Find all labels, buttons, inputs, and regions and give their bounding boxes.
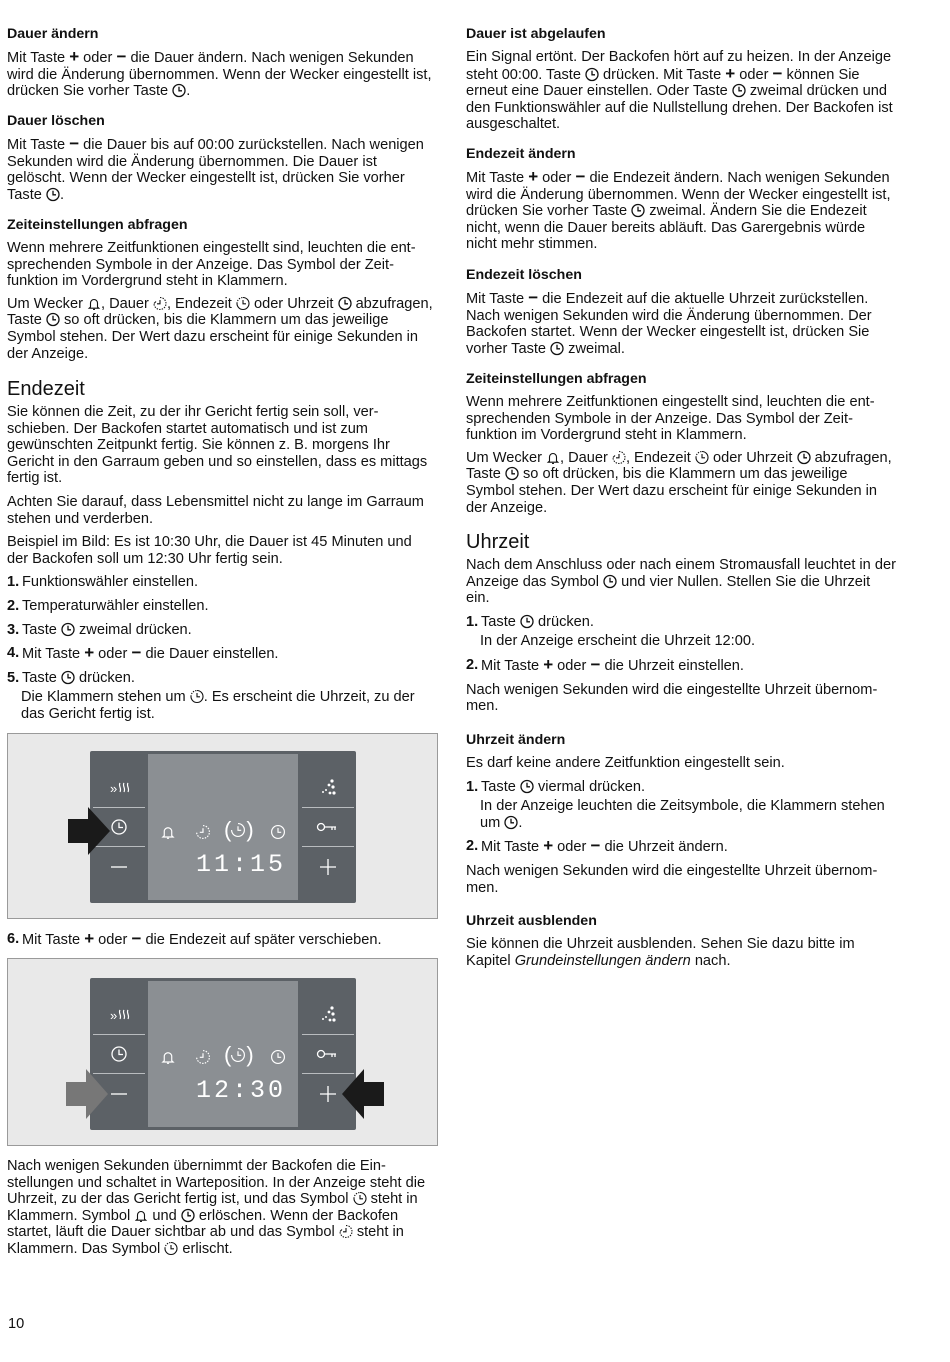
oven-control-panel	[90, 978, 356, 1130]
oven-display	[148, 754, 298, 900]
clock-icon	[505, 466, 519, 481]
end-time-icon	[236, 296, 250, 311]
plus-icon: +	[69, 47, 80, 66]
minus-icon: −	[528, 288, 539, 307]
plus-icon: +	[543, 654, 554, 674]
step-2: 2. Mit Taste + oder − die Uhrzeit ändern.	[466, 836, 728, 856]
paragraph: Sie können die Uhrzeit ausblenden. Sehen Sie dazu bitte im Kapitel Grundeinstellungen ändern nach.	[466, 936, 855, 969]
end-time-icon-bracketed: ( )	[224, 1042, 253, 1067]
clock-icon	[61, 622, 75, 637]
minus-icon: −	[590, 654, 601, 674]
clock-icon	[181, 1208, 195, 1223]
section-zeiteinstellungen-right	[466, 371, 896, 516]
end-time-icon	[695, 450, 709, 465]
time-display: 12:30	[196, 1076, 287, 1105]
clock-icon	[732, 83, 746, 98]
heading-uhrzeit: Uhrzeit	[466, 531, 530, 553]
clock-icon	[603, 574, 617, 589]
key-lock-button[interactable]	[302, 808, 354, 847]
oven-panel-figure-2	[7, 958, 438, 1146]
arrow-right-icon	[66, 1069, 108, 1124]
bell-icon	[160, 824, 176, 840]
bell-icon	[87, 296, 101, 311]
clock-icon	[504, 815, 518, 830]
clock-icon	[270, 1049, 286, 1065]
step-1: 1. Taste drücken.	[466, 613, 594, 630]
page-number: 10	[8, 1316, 25, 1332]
step-2: 2. Temperaturwähler einstellen.	[7, 597, 209, 614]
step-1-result: In der Anzeige erscheint die Uhrzeit 12:00.	[480, 633, 756, 650]
heading-uhrzeit-aendern: Uhrzeit ändern	[466, 732, 566, 748]
oven-panel-figure-1	[7, 733, 438, 919]
step-1: 1. Taste viermal drücken.	[466, 778, 646, 795]
heading-dauer-abgelaufen: Dauer ist abgelaufen	[466, 26, 606, 42]
bell-icon	[134, 1208, 148, 1223]
section-uhrzeit-aendern	[466, 732, 896, 896]
rapid-heat-button[interactable]	[93, 996, 145, 1035]
heading-zeiteinstellungen: Zeiteinstellungen abfragen	[466, 371, 647, 387]
minus-icon: −	[116, 47, 127, 66]
clock-icon	[797, 450, 811, 465]
bell-icon	[546, 450, 560, 465]
plus-icon: +	[84, 643, 95, 663]
minus-icon: −	[131, 643, 142, 663]
clock-icon	[46, 312, 60, 327]
minus-icon: −	[69, 134, 80, 153]
heading-dauer-aendern: Dauer ändern	[7, 26, 99, 42]
paragraph: Nach wenigen Sekunden wird die eingestellte Uhrzeit übernommen.	[466, 862, 878, 896]
bell-icon	[160, 1049, 176, 1065]
step-1: 1. Funktionswähler einstellen.	[7, 574, 199, 591]
step-5: 5. Taste drücken.	[7, 669, 135, 686]
plus-icon: +	[528, 167, 539, 186]
paragraph: Wenn mehrere Zeitfunktionen eingestellt sind, leuchten die entsprechenden Symbole in der Anzeige. Das Symbol der Zeitfunktion im Vordergrund steht in Klammern.	[7, 240, 416, 290]
section-dauer-aendern	[7, 26, 435, 100]
step-1-result: In der Anzeige leuchten die Zeitsymbole, die Klammern stehen um .	[480, 798, 885, 831]
chapter-reference: Grundeinstellungen ändern	[514, 952, 691, 969]
duration-icon	[195, 824, 211, 840]
plus-button[interactable]	[302, 847, 354, 885]
time-display: 11:15	[196, 850, 287, 879]
clock-icon	[338, 296, 352, 311]
duration-icon	[339, 1224, 353, 1239]
step-6: 6. Mit Taste + oder − die Endezeit auf später verschieben.	[7, 929, 382, 948]
paragraph: Um Wecker , Dauer , Endezeit oder Uhrzeit abzufragen, Taste so oft drücken, bis die Klammern um das jeweilige Symbol stehen. Der Wert dazu erscheint für einige Sekunden in der Anzeige.	[466, 449, 892, 516]
paragraph: Wenn mehrere Zeitfunktionen eingestellt sind, leuchten die entsprechenden Symbole in der Anzeige. Das Symbol der Zeitfunktion im Vordergrund steht in Klammern.	[466, 394, 875, 444]
step-4: 4. Mit Taste + oder − die Dauer einstellen.	[7, 643, 279, 663]
paragraph: Nach dem Anschluss oder nach einem Stromausfall leuchtet in der Anzeige das Symbol und vier Nullen. Stellen Sie die Uhrzeit ein.	[466, 557, 896, 607]
heading-zeiteinstellungen: Zeiteinstellungen abfragen	[7, 217, 188, 233]
paragraph: Nach wenigen Sekunden übernimmt der Backofen die Einstellungen und schaltet in Warteposition. In der Anzeige steht die Uhrzeit, zu der das Gericht fertig ist, und das Symbol steht in Klammern. Symbol und erlöschen. Wenn der Backofen startet, läuft die Dauer sichtbar ab und das Symbol steht in Klammern. Das Symbol erlischt.	[7, 1158, 426, 1257]
plus-icon: +	[725, 63, 736, 83]
svg-text:»: »	[110, 781, 118, 796]
arrow-right-icon	[68, 807, 110, 860]
heading-endezeit: Endezeit	[7, 378, 85, 400]
section-zeiteinstellungen-left	[7, 217, 435, 362]
paragraph: Es darf keine andere Zeitfunktion eingestellt sein.	[466, 755, 785, 771]
duration-icon	[153, 296, 167, 311]
section-uhrzeit-ausblenden	[466, 913, 896, 969]
clock-icon	[520, 779, 534, 794]
paragraph: Mit Taste + oder − die Endezeit ändern. Nach wenigen Sekunden wird die Änderung übernommen. Wenn der Wecker eingestellt ist, drücken Sie vorher Taste zweimal. Ändern Sie die Endezeit nicht, wenn die Dauer bereits abläuft. Das Garergebnis würde nicht mehr stimmen.	[466, 167, 891, 253]
step-5-result: Die Klammern stehen um . Es erscheint die Uhrzeit, zu der das Gericht fertig ist.	[21, 689, 415, 722]
section-endezeit	[7, 377, 435, 723]
section-endezeit-loeschen	[466, 267, 896, 357]
clock-icon	[61, 670, 75, 685]
duration-icon	[612, 450, 626, 465]
plus-icon: +	[84, 929, 95, 948]
heading-endezeit-aendern: Endezeit ändern	[466, 146, 576, 162]
paragraph: Ein Signal ertönt. Der Backofen hört auf zu heizen. In der Anzeige steht 00:00. Taste drücken. Mit Taste + oder − können Sie erneut eine Dauer einstellen. Oder Taste zweimal drücken und den Funktionswähler auf die Nullstellung drehen. Der Backofen ist ausgeschaltet.	[466, 49, 893, 133]
end-time-icon	[190, 689, 204, 704]
oven-display	[148, 981, 298, 1127]
minus-icon: −	[131, 929, 142, 948]
svg-text:»: »	[110, 1008, 118, 1023]
paragraph: Mit Taste − die Dauer bis auf 00:00 zurückstellen. Nach wenigen Sekunden wird die Änderung übernommen. Die Dauer ist gelöscht. Wenn der Wecker eingestellt ist, drücken Sie vorher Taste .	[7, 134, 424, 203]
clock-icon	[270, 824, 286, 840]
step-2: 2. Mit Taste + oder − die Uhrzeit einstellen.	[466, 654, 744, 674]
section-dauer-loeschen	[7, 113, 435, 203]
section-dauer-abgelaufen	[466, 26, 896, 133]
heading-endezeit-loeschen: Endezeit löschen	[466, 267, 582, 283]
paragraph: Mit Taste − die Endezeit auf die aktuelle Uhrzeit zurückstellen. Nach wenigen Sekunden wird die Änderung übernommen. Der Backofen startet. Wenn der Wecker eingestellt ist, drücken Sie vorher Taste zweimal.	[466, 288, 872, 357]
section-endezeit-aendern	[466, 146, 896, 253]
minus-icon: −	[590, 836, 601, 856]
paragraph: Mit Taste + oder − die Dauer ändern. Nach wenigen Sekunden wird die Änderung übernommen. Wenn der Wecker eingestellt ist, drücken Sie vorher Taste .	[7, 47, 432, 100]
clock-icon	[550, 341, 564, 356]
heading-dauer-loeschen: Dauer löschen	[7, 113, 105, 129]
plus-icon: +	[543, 836, 554, 856]
clock-icon	[46, 187, 60, 202]
heading-uhrzeit-ausblenden: Uhrzeit ausblenden	[466, 913, 597, 929]
minus-icon: −	[575, 167, 586, 186]
paragraph: Um Wecker , Dauer , Endezeit oder Uhrzeit abzufragen, Taste so oft drücken, bis die Klammern um das jeweilige Symbol stehen. Der Wert dazu erscheint für einige Sekunden in der Anzeige.	[7, 295, 433, 362]
end-time-icon	[353, 1191, 367, 1206]
lighting-button[interactable]	[302, 996, 354, 1035]
lighting-button[interactable]	[302, 769, 354, 808]
arrow-left-icon	[342, 1069, 384, 1124]
duration-icon	[195, 1049, 211, 1065]
paragraph: Beispiel im Bild: Es ist 10:30 Uhr, die Dauer ist 45 Minuten und der Backofen soll um 12:30 Uhr fertig sein.	[7, 534, 412, 567]
paragraph: Achten Sie darauf, dass Lebensmittel nicht zu lange im Garraum stehen und verderben.	[7, 493, 424, 527]
clock-icon	[172, 83, 186, 98]
clock-icon	[631, 203, 645, 218]
section-endezeit-summary	[7, 1158, 435, 1258]
oven-control-panel	[90, 751, 356, 903]
minus-icon: −	[772, 63, 783, 83]
rapid-heat-button[interactable]	[93, 769, 145, 808]
paragraph: Sie können die Zeit, zu der ihr Gericht fertig sein soll, verschieben. Der Backofen startet automatisch und ist zum gewünschten Zeitpunkt fertig. Sie können z. B. morgens Ihr Gericht in den Garraum geben und so einstellen, dass es mittags fertig ist.	[7, 404, 428, 487]
paragraph: Nach wenigen Sekunden wird die eingestellte Uhrzeit übernommen.	[466, 681, 878, 715]
end-time-icon	[164, 1241, 178, 1256]
section-uhrzeit	[466, 530, 896, 715]
clock-icon	[520, 614, 534, 629]
end-time-icon-bracketed: ( )	[224, 817, 253, 842]
clock-icon	[585, 67, 599, 82]
step-3: 3. Taste zweimal drücken.	[7, 621, 192, 638]
